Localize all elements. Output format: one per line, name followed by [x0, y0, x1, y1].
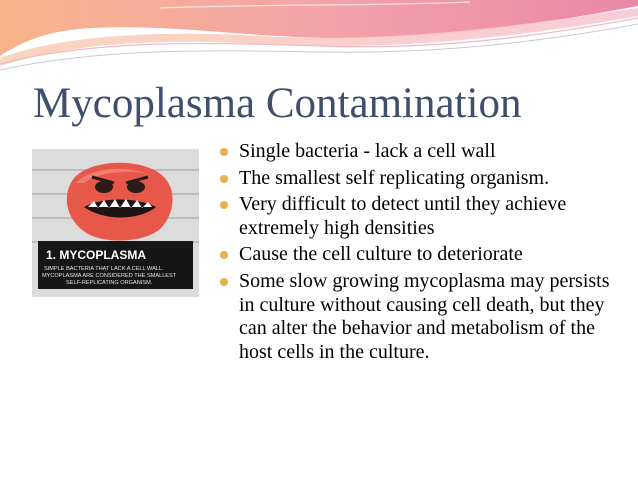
- bullet-item: [215, 167, 627, 191]
- decorative-wave-banner: [0, 0, 638, 80]
- bullet-dot-icon: [220, 175, 228, 183]
- bullet-item: [215, 270, 627, 364]
- slide-title: Mycoplasma Contamination: [33, 80, 522, 127]
- bullet-item: [215, 140, 627, 164]
- picture-heading: 1. MYCOPLASMA: [46, 248, 147, 262]
- picture-caption-line-2: MYCOPLASMA ARE CONSIDERED THE SMALLEST: [42, 273, 177, 279]
- bullet-list: [215, 140, 627, 367]
- bullet-dot-icon: [220, 148, 228, 156]
- bullet-item: [215, 193, 627, 240]
- bullet-dot-icon: [220, 278, 228, 286]
- bullet-dot-icon: [220, 201, 228, 209]
- bullet-item: [215, 243, 627, 267]
- picture-caption-line-1: SIMPLE BACTERIA THAT LACK A CELL WALL.: [44, 266, 164, 272]
- bullet-text: Single bacteria - lack a cell wall: [239, 140, 496, 162]
- bullet-text: Very difficult to detect until they achieve extremely high densities: [239, 193, 567, 239]
- bullet-dot-icon: [220, 251, 228, 259]
- bullet-text: Some slow growing mycoplasma may persists in culture without causing cell death, but they can alter the behavior and metabolism of the host cells in the culture.: [239, 269, 610, 363]
- microbe-icon: [67, 163, 173, 241]
- bullet-text: Cause the cell culture to deteriorate: [239, 243, 523, 266]
- mycoplasma-picture: [32, 149, 199, 297]
- picture-caption-line-3: SELF-REPLICATING ORGANISM.: [66, 280, 153, 286]
- bullet-text: The smallest self replicating organism.: [239, 166, 550, 189]
